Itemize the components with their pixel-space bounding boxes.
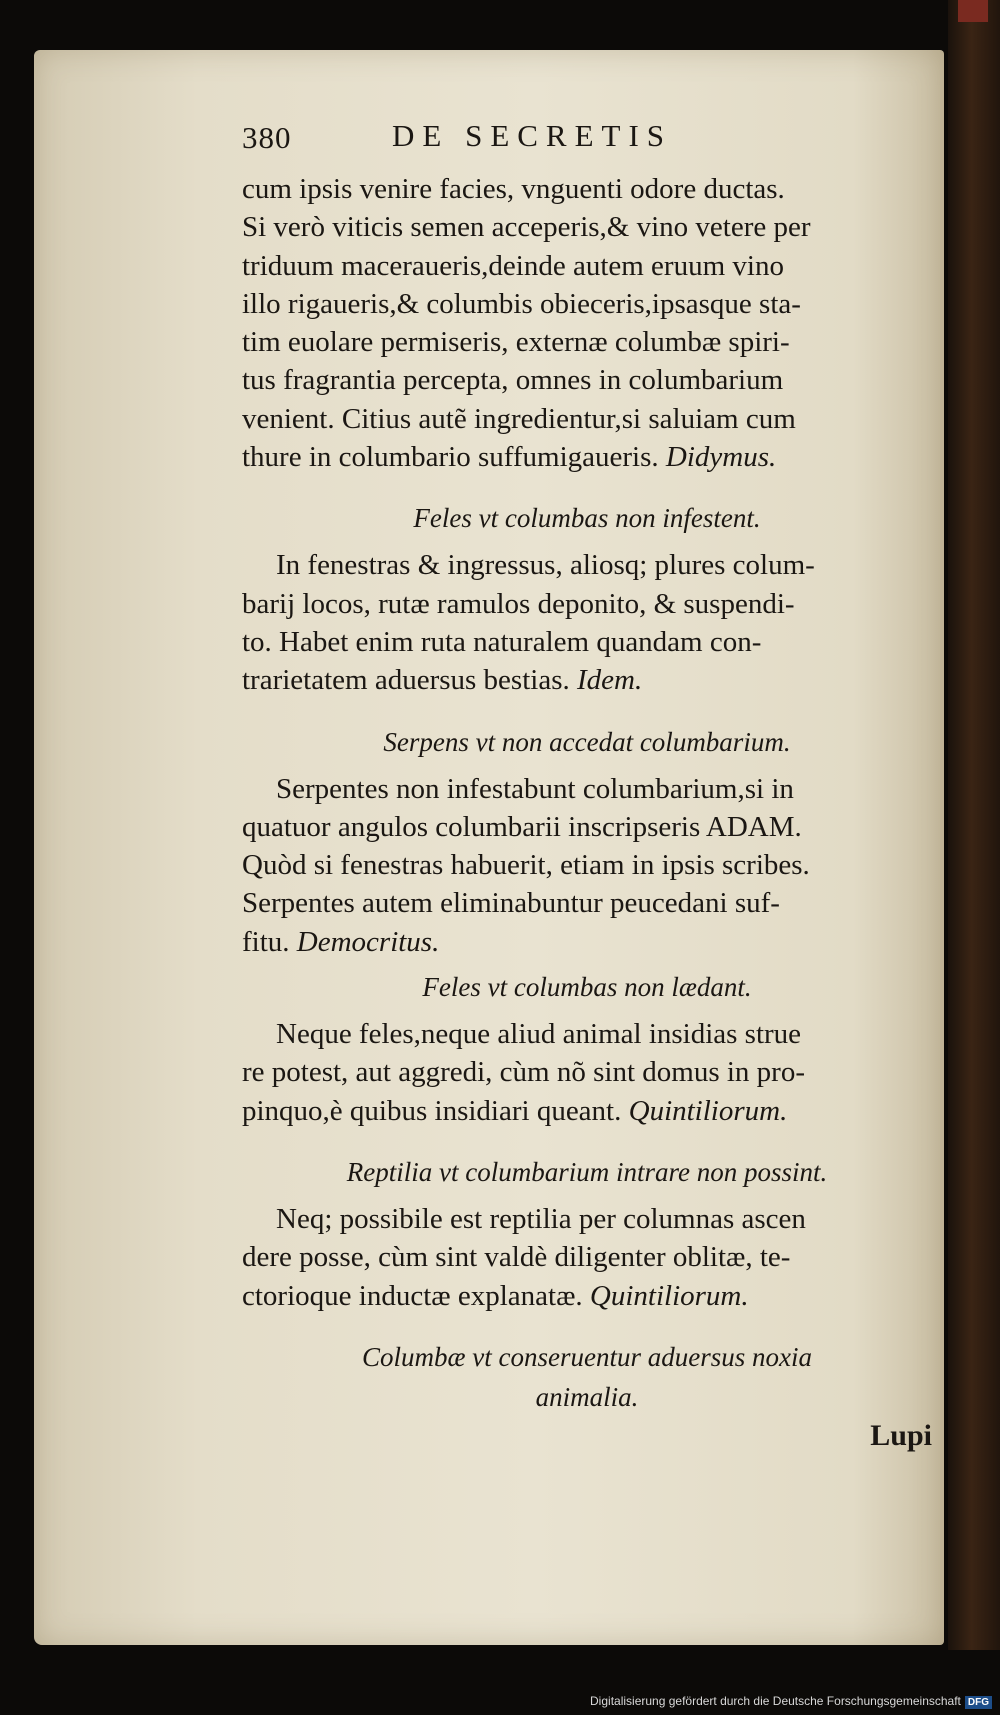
text-line-last: [242, 1092, 932, 1130]
text-line: barij locos, rutæ ramulos deponito, & suspendi-: [242, 587, 795, 620]
text-line: Serpentes autem eliminabuntur peucedani suf-: [242, 887, 780, 920]
attribution: Quintiliorum.: [589, 1279, 749, 1312]
spine-tab: [958, 0, 988, 22]
text-line: cum ipsis venire facies, vnguenti odore ductas.: [242, 173, 785, 205]
paragraph-2: [242, 770, 932, 961]
section-heading: Feles vt columbas non lædant.: [422, 972, 752, 1003]
text-line: venient. Citius autẽ ingredientur,si saluiam cum: [242, 402, 796, 435]
text-line-last: [242, 1277, 932, 1315]
text-line: Si verò viticis semen acceperis,& vino vetere per: [242, 211, 811, 244]
footer-text: Digitalisierung gefördert durch die Deutsche Forschungsgemeinschaft: [590, 1694, 961, 1708]
text-span: trarietatem aduersus bestias.: [242, 664, 570, 697]
text-line: re potest, aut aggredi, cùm nõ sint domus in pro-: [242, 1056, 805, 1089]
section-heading: Reptilia vt columbarium intrare non possint.: [346, 1156, 828, 1187]
paragraph-0: [242, 170, 932, 476]
text-line: dere posse, cùm sint valdè diligenter oblitæ, te-: [242, 1241, 791, 1274]
text-line: In fenestras & ingressus, aliosq; plures colum-: [276, 549, 815, 582]
text-line: Neq; possibile est reptilia per columnas ascen: [276, 1202, 806, 1235]
attribution: Quintiliorum.: [628, 1094, 788, 1127]
text-line: to. Habet enim ruta naturalem quandam con-: [242, 625, 762, 658]
book-spine: [948, 0, 1000, 1650]
page-content: [242, 118, 932, 1453]
section-heading: Feles vt columbas non infestent.: [413, 503, 761, 534]
text-line-last: [242, 438, 932, 476]
running-head: [242, 118, 932, 170]
page-number: 380: [242, 120, 292, 155]
running-title: DE SECRETIS: [392, 118, 673, 153]
attribution: Idem.: [577, 664, 643, 697]
text-line-last: [242, 923, 932, 961]
section-heading-cont: animalia.: [535, 1381, 639, 1412]
text-line: Serpentes non infestabunt columbarium,si in: [276, 772, 794, 805]
text-line-last: [242, 661, 932, 699]
paragraph-4: [242, 1200, 932, 1315]
dfg-logo: DFG: [965, 1696, 992, 1709]
text-span: ctorioque inductæ explanatæ.: [242, 1279, 583, 1312]
text-line: tus fragrantia percepta, omnes in columbarium: [242, 364, 784, 397]
paragraph-1: [242, 546, 932, 699]
text-span: pinquo,è quibus insidiari queant.: [242, 1094, 622, 1127]
paragraph-3: [242, 1015, 932, 1130]
text-line: illo rigaueris,& columbis obieceris,ipsasque sta-: [242, 287, 801, 320]
section-heading: Serpens vt non accedat columbarium.: [383, 726, 791, 757]
text-line: Neque feles,neque aliud animal insidias strue: [276, 1018, 802, 1051]
catchword: Lupi: [870, 1418, 932, 1452]
text-line: quatuor angulos columbarii inscripseris ADAM.: [242, 810, 802, 843]
text-span: thure in columbario suffumigaueris.: [242, 441, 659, 474]
digitization-footer: [590, 1694, 992, 1709]
text-line: triduum maceraueris,deinde autem eruum vino: [242, 249, 784, 282]
section-heading: Columbæ vt conseruentur aduersus noxia: [362, 1341, 812, 1372]
text-line: tim euolare permiseris, externæ columbæ spiri-: [242, 326, 790, 359]
text-span: fitu.: [242, 925, 290, 958]
text-line: Quòd si fenestras habuerit, etiam in ipsis scribes.: [242, 849, 810, 882]
attribution: Didymus.: [665, 441, 777, 474]
attribution: Democritus.: [296, 925, 440, 958]
